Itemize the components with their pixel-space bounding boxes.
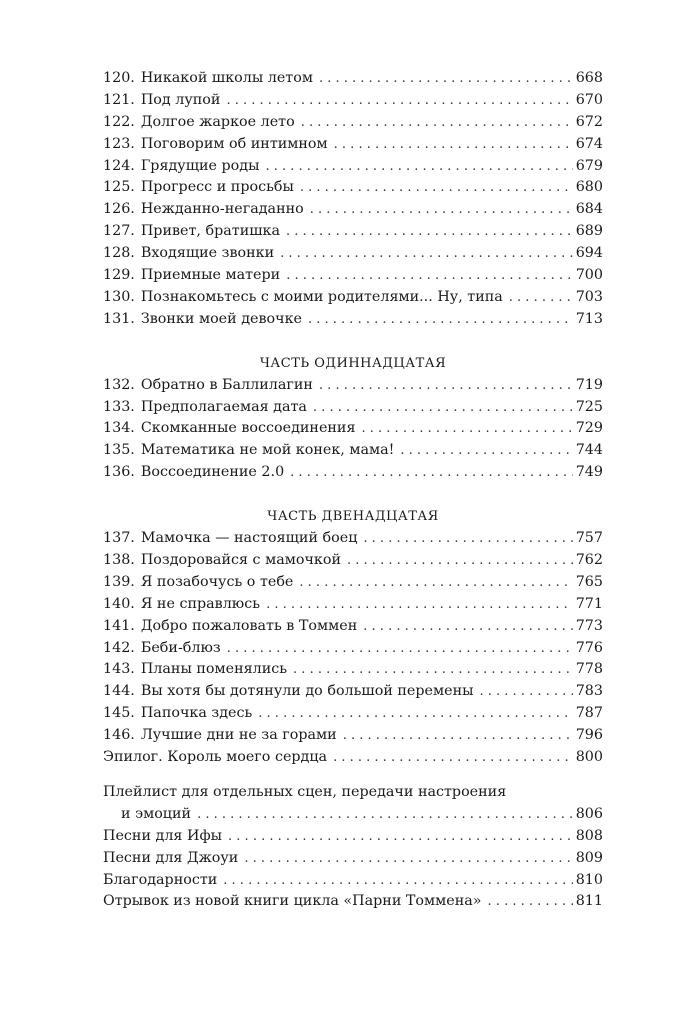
toc-entry[interactable] (103, 870, 603, 892)
leader-dots (363, 616, 572, 638)
chapter-number: 134. (103, 420, 135, 437)
leader-dots (293, 659, 573, 681)
entry-title: Благодарности (103, 871, 218, 888)
leader-dots (509, 287, 573, 309)
toc-entry[interactable] (103, 134, 603, 156)
page-number: 703 (575, 288, 603, 305)
chapter-title: Никакой школы летом (140, 70, 313, 86)
page-number: 694 (575, 245, 603, 262)
chapter-list-part-12 (103, 528, 603, 769)
leader-dots (299, 572, 572, 594)
leader-dots (223, 870, 572, 892)
chapter-title: Обратно в Баллилагин (140, 376, 313, 393)
epilogue-title: Эпилог. Король моего сердца (103, 749, 328, 766)
leader-dots (319, 375, 573, 397)
chapter-number: 126. (103, 201, 135, 218)
toc-entry[interactable] (103, 221, 603, 243)
chapter-title: Я позабочусь о тебе (140, 573, 294, 590)
toc-entry[interactable] (103, 550, 603, 572)
toc-entry[interactable] (103, 375, 603, 397)
playlist-title-line-1[interactable]: Плейлист для отдельных сцен, передачи настроения (103, 783, 507, 800)
chapter-number: 124. (103, 157, 135, 174)
chapter-title: Предполагаемая дата (140, 398, 307, 415)
chapter-number: 132. (103, 376, 135, 393)
chapter-title: Звонки моей девочке (140, 310, 302, 327)
page-number: 744 (575, 442, 603, 459)
chapter-number: 130. (103, 288, 135, 305)
chapter-title: Папочка здесь (140, 705, 253, 722)
page-number: 773 (575, 617, 603, 634)
leader-dots (197, 804, 573, 826)
toc-entry[interactable] (103, 90, 603, 112)
page-number: 762 (575, 552, 603, 569)
page-number: 672 (575, 113, 603, 130)
page-number: 787 (575, 705, 603, 722)
leader-dots (227, 638, 573, 660)
chapter-number: 121. (103, 91, 135, 108)
page-number: 808 (575, 827, 603, 844)
page-number: 765 (575, 573, 603, 590)
chapter-number: 138. (103, 552, 135, 569)
page-number: 771 (575, 595, 603, 612)
chapter-number: 142. (103, 639, 135, 656)
chapter-number: 129. (103, 267, 135, 284)
chapter-title: Под лупой (140, 91, 221, 108)
table-of-contents (103, 68, 603, 913)
spacer (103, 484, 603, 506)
chapter-title: Я не справлюсь (140, 595, 261, 612)
toc-entry[interactable] (103, 418, 603, 440)
toc-entry[interactable] (103, 638, 603, 660)
toc-entry[interactable] (103, 309, 603, 331)
toc-entry[interactable] (103, 112, 603, 134)
page-number: 800 (575, 749, 603, 766)
chapter-number: 125. (103, 179, 135, 196)
toc-entry[interactable] (103, 703, 603, 725)
leader-dots (479, 681, 572, 703)
page-number: 679 (575, 157, 603, 174)
chapter-number: 128. (103, 245, 135, 262)
page-number: 680 (575, 179, 603, 196)
chapter-title: Беби-блюз (140, 639, 221, 656)
leader-dots (258, 703, 572, 725)
chapter-number: 140. (103, 595, 135, 612)
chapter-title: Поговорим об интимном (140, 135, 328, 152)
leader-dots (347, 550, 573, 572)
page-number: 749 (575, 464, 603, 481)
toc-entry[interactable] (103, 397, 603, 419)
page-number: 811 (575, 893, 603, 910)
toc-entry[interactable] (103, 265, 603, 287)
spacer (103, 331, 603, 353)
chapter-title: Грядущие роды (140, 157, 260, 174)
page-number: 668 (575, 70, 603, 86)
leader-dots (488, 891, 573, 913)
toc-entry-playlist[interactable] (103, 804, 603, 826)
leader-dots (308, 309, 573, 331)
toc-entry[interactable] (103, 681, 603, 703)
chapter-number: 139. (103, 573, 135, 590)
toc-entry[interactable] (103, 243, 603, 265)
leader-dots (343, 725, 573, 747)
chapter-number: 141. (103, 617, 135, 634)
page-number: 700 (575, 267, 603, 284)
leader-dots (286, 265, 573, 287)
chapter-number: 127. (103, 223, 135, 240)
toc-entry[interactable] (103, 848, 603, 870)
leader-dots (363, 528, 572, 550)
leader-dots (362, 418, 573, 440)
chapter-number: 135. (103, 442, 135, 459)
toc-entry[interactable] (103, 156, 603, 178)
toc-entry[interactable] (103, 659, 603, 681)
leader-dots (301, 112, 573, 134)
entry-title: Песни для Джоуи (103, 849, 239, 866)
chapter-title: Лучшие дни не за горами (140, 727, 337, 744)
leader-dots (226, 90, 572, 112)
toc-entry[interactable] (103, 594, 603, 616)
toc-entry[interactable] (103, 462, 603, 484)
toc-entry[interactable] (103, 287, 603, 309)
chapter-number: 122. (103, 113, 135, 130)
chapter-number: 137. (103, 530, 135, 547)
leader-dots (290, 462, 573, 484)
toc-entry[interactable] (103, 440, 603, 462)
toc-entry[interactable] (103, 199, 603, 221)
part-twelve-heading: ЧАСТЬ ДВЕНАДЦАТАЯ (267, 509, 439, 525)
chapter-number: 146. (103, 727, 135, 744)
leader-dots (400, 440, 572, 462)
page-number: 713 (575, 310, 603, 327)
page-number: 783 (575, 683, 603, 700)
leader-dots (244, 848, 572, 870)
entry-title: Отрывок из новой книги цикла «Парни Томмена» (103, 893, 482, 910)
chapter-title: Нежданно-негаданно (140, 201, 304, 218)
leader-dots (266, 594, 573, 616)
leader-dots (313, 397, 573, 419)
page-number: 806 (575, 805, 603, 822)
page-number: 725 (575, 398, 603, 415)
chapter-title: Приемные матери (140, 267, 281, 284)
leader-dots (265, 156, 572, 178)
leader-dots (300, 177, 573, 199)
page-number: 670 (575, 91, 603, 108)
chapter-list-part-11 (103, 375, 603, 484)
chapter-title: Познакомьтесь с моими родителями... Ну, типа (140, 288, 503, 305)
entry-title: Песни для Ифы (103, 827, 223, 844)
toc-entry-epilogue[interactable] (103, 747, 603, 769)
toc-entry[interactable] (103, 725, 603, 747)
chapter-number: 133. (103, 398, 135, 415)
chapter-title: Мамочка — настоящий боец (140, 530, 358, 547)
spacer (103, 769, 603, 782)
chapter-title: Математика не мой конек, мама! (140, 442, 395, 459)
page-number: 778 (575, 661, 603, 678)
chapter-title: Поздоровайся с мамочкой (140, 552, 342, 569)
toc-entry[interactable] (103, 891, 603, 913)
page-number: 684 (575, 201, 603, 218)
chapter-number: 145. (103, 705, 135, 722)
chapter-number: 144. (103, 683, 135, 700)
page-number: 796 (575, 727, 603, 744)
toc-entry[interactable] (103, 68, 603, 90)
toc-entry[interactable] (103, 572, 603, 594)
page-number: 729 (575, 420, 603, 437)
page-number: 776 (575, 639, 603, 656)
chapter-number: 143. (103, 661, 135, 678)
toc-entry[interactable] (103, 177, 603, 199)
chapter-title: Вы хотя бы дотянули до большой перемены (140, 683, 474, 700)
backmatter-list (103, 782, 603, 913)
page-number: 757 (575, 530, 603, 547)
page-number: 810 (575, 871, 603, 888)
chapter-number: 136. (103, 464, 135, 481)
chapter-title: Входящие звонки (140, 245, 275, 262)
playlist-title-line-2: и эмоций (121, 805, 192, 822)
chapter-title: Привет, братишка (140, 223, 280, 240)
leader-dots (334, 134, 573, 156)
leader-dots (286, 221, 573, 243)
leader-dots (319, 68, 573, 90)
chapter-title: Добро пожаловать в Томмен (140, 617, 358, 634)
page-number: 809 (575, 849, 603, 866)
chapter-title: Воссоединение 2.0 (140, 464, 285, 481)
page-number: 689 (575, 223, 603, 240)
chapter-number: 120. (103, 70, 135, 86)
leader-dots (280, 243, 573, 265)
toc-entry[interactable] (103, 826, 603, 848)
leader-dots (310, 199, 573, 221)
part-eleven-heading: ЧАСТЬ ОДИННАДЦАТАЯ (259, 355, 447, 371)
page-number: 674 (575, 135, 603, 152)
toc-entry[interactable] (103, 616, 603, 638)
chapter-title: Планы поменялись (140, 661, 288, 678)
chapter-number: 131. (103, 310, 135, 327)
chapter-list-group-1 (103, 68, 603, 331)
chapter-title: Скомканные воссоединения (140, 420, 356, 437)
page-number: 719 (575, 376, 603, 393)
leader-dots (228, 826, 573, 848)
chapter-number: 123. (103, 135, 135, 152)
toc-entry[interactable] (103, 528, 603, 550)
chapter-title: Прогресс и просьбы (140, 179, 294, 196)
leader-dots (333, 747, 573, 769)
chapter-title: Долгое жаркое лето (140, 113, 295, 130)
